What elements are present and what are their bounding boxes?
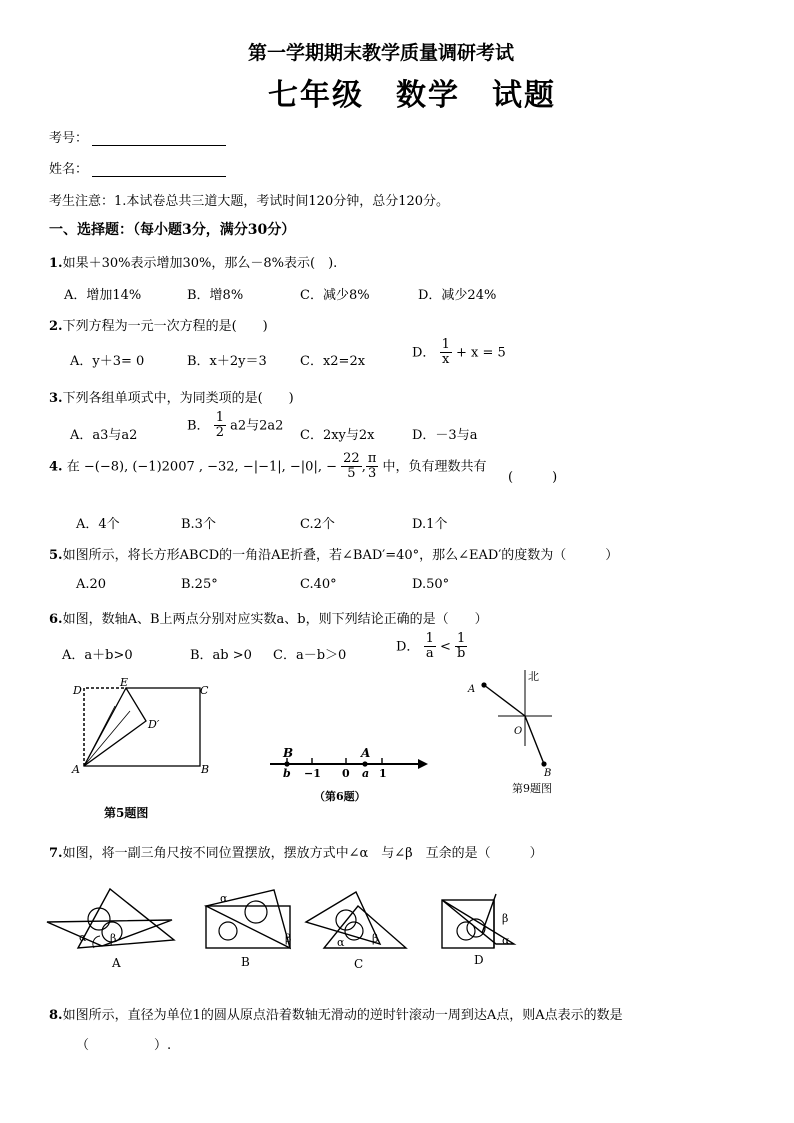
q2-option-b[interactable]: B．x＋2y＝3 — [187, 354, 267, 369]
question-5 — [49, 544, 618, 563]
beta-label: β — [372, 932, 379, 945]
q2-option-d[interactable] — [412, 338, 506, 368]
fraction — [455, 632, 467, 662]
less-than-sign: < — [440, 639, 451, 655]
fraction — [440, 338, 452, 368]
denominator: a — [425, 646, 434, 662]
denominator: 2 — [215, 425, 224, 441]
option-tail: a2与2a2 — [230, 418, 284, 434]
question-4: 4. 在 −(−8), (−1)2007 , −32, −|−1|, −|0|, − $\frac{22}{5}$ , $\frac{\pi}{3}$ 中，负有理数共有 — [49, 451, 487, 482]
q6-option-a[interactable]: A．a＋b>0 — [62, 648, 133, 663]
numerator: 1 — [441, 337, 450, 352]
label-o: O — [514, 726, 523, 737]
numerator: 1 — [457, 631, 466, 646]
alpha-label: α — [79, 931, 87, 944]
beta-label: β — [285, 932, 292, 945]
question-number: 4. — [49, 459, 63, 475]
question-6 — [49, 608, 488, 627]
question-8 — [49, 1004, 623, 1023]
figure-6 — [266, 744, 436, 806]
question-text: 如果＋30%表示增加30%，那么－8%表示( ). — [62, 256, 338, 271]
option-label: C — [354, 957, 364, 971]
label-a-lower: a — [362, 767, 370, 780]
q5-option-b[interactable]: B.25° — [181, 577, 218, 592]
alpha-label: α — [502, 934, 510, 947]
q1-option-c[interactable]: C．减少8% — [300, 288, 370, 303]
question-text: 下列各组单项式中，为同类项的是( ) — [62, 391, 294, 406]
label-zero: 0 — [342, 767, 350, 780]
option-label: B． — [187, 418, 210, 434]
fraction — [366, 452, 379, 482]
question-number: 6. — [49, 612, 63, 627]
figure-9 — [462, 664, 572, 798]
exam-notice: 考生注意：1.本试卷总共三道大题，考试时间120分钟，总分120分。 — [49, 194, 450, 209]
label-d-prime: D′ — [148, 718, 160, 731]
figure-7d — [436, 888, 536, 976]
answer-blank[interactable]: （ ）. — [76, 1038, 172, 1053]
option-label: B — [241, 955, 250, 969]
arrow-head — [418, 759, 428, 769]
numerator: 22 — [343, 451, 360, 466]
denominator: 5 — [347, 466, 356, 482]
question-3 — [49, 387, 294, 406]
q4-option-d[interactable]: D.1个 — [412, 517, 448, 532]
label-one: 1 — [379, 767, 387, 780]
numerator: π — [367, 451, 377, 466]
option-label: D． — [412, 345, 436, 361]
q3-option-a[interactable]: A．a3与a2 — [70, 428, 138, 443]
name-blank[interactable] — [92, 163, 226, 177]
question-number: 5. — [49, 548, 63, 563]
q6-option-d[interactable] — [396, 632, 467, 662]
question-pre: 在 — [66, 459, 80, 475]
point-a — [362, 761, 367, 766]
q1-option-a[interactable]: A．增加14% — [64, 288, 142, 303]
q5-option-c[interactable]: C.40° — [300, 577, 337, 592]
option-label: D — [474, 953, 484, 967]
exam-subtitle: 七年级 数学 试题 — [268, 78, 556, 113]
figure-caption: 第9题图 — [512, 782, 552, 795]
label-a: A — [468, 684, 476, 695]
alpha-label: α — [220, 892, 228, 905]
math-expression: −(−8), (−1)2007 , −32, −|−1|, −|0|, − — [83, 459, 337, 475]
figure-7a — [42, 886, 182, 972]
q3-option-d[interactable]: D．－3与a — [412, 428, 478, 443]
label-c: C — [200, 684, 209, 697]
fraction — [214, 411, 226, 441]
exam-no-row — [49, 127, 226, 146]
q6-option-c[interactable]: C．a－b＞0 — [273, 648, 347, 663]
question-text: 如图，将一副三角尺按不同位置摆放，摆放方式中∠α 与∠β 互余的是（ ） — [62, 846, 543, 861]
question-1 — [49, 252, 337, 271]
numerator: 1 — [215, 410, 224, 425]
point-b — [284, 761, 289, 766]
label-a: A — [72, 763, 80, 776]
q5-option-a[interactable]: A.20 — [76, 577, 107, 592]
ray-ob — [525, 716, 544, 764]
question-number: 1. — [49, 256, 63, 271]
question-text: 下列方程为一元一次方程的是( ) — [62, 319, 268, 334]
answer-paren[interactable]: ( ) — [508, 470, 558, 485]
label-neg-one: −1 — [304, 767, 321, 780]
fraction — [424, 632, 436, 662]
q5-option-d[interactable]: D.50° — [412, 577, 450, 592]
q6-option-b[interactable]: B．ab >0 — [190, 648, 252, 663]
question-2 — [49, 315, 268, 334]
question-number: 7. — [49, 846, 63, 861]
question-post: 中，负有理数共有 — [382, 459, 487, 475]
alpha-label: α — [337, 936, 345, 949]
q1-option-d[interactable]: D．减少24% — [418, 288, 497, 303]
denominator: b — [457, 646, 466, 662]
beta-label: β — [502, 912, 509, 925]
figure-caption: 第5题图 — [104, 806, 149, 820]
label-b: B — [283, 746, 294, 760]
figure-caption: （第6题） — [314, 790, 366, 803]
question-text: 如图所示，将长方形ABCD的一角沿AE折叠，若∠BAD′=40°，那么∠EAD′的度数为（ ） — [62, 548, 619, 563]
figure-5 — [60, 676, 220, 826]
exam-no-label: 考号： — [49, 131, 89, 146]
label-a: A — [361, 746, 371, 760]
q4-option-a[interactable]: A．4个 — [76, 517, 120, 532]
q2-option-c[interactable]: C．x2=2x — [300, 354, 366, 369]
option-tail: + x = 5 — [456, 345, 506, 361]
numerator: 1 — [425, 631, 434, 646]
question-7 — [49, 842, 543, 861]
label-north: 北 — [528, 670, 539, 683]
option-label: D． — [396, 639, 420, 655]
rectangle-abcd — [84, 688, 200, 766]
exam-title: 第一学期期末教学质量调研考试 — [248, 42, 515, 64]
q3-option-b[interactable] — [187, 411, 283, 441]
q2-option-a[interactable]: A．y＋3= 0 — [70, 354, 145, 369]
ray-oa — [484, 685, 525, 716]
q4-option-b[interactable]: B.3个 — [181, 517, 216, 532]
fraction — [341, 452, 362, 482]
q1-option-b[interactable]: B．增8% — [187, 288, 244, 303]
beta-label: β — [110, 932, 117, 945]
question-number: 8. — [49, 1008, 63, 1023]
label-b: B — [544, 768, 552, 779]
section-heading: 一、选择题：（每小题3分，满分30分） — [49, 222, 296, 238]
denominator: 3 — [367, 466, 377, 482]
question-number: 3. — [49, 391, 63, 406]
q4-option-c[interactable]: C.2个 — [300, 517, 335, 532]
figure-7b — [198, 884, 308, 972]
exam-no-blank[interactable] — [92, 132, 226, 146]
figure-7c — [300, 884, 418, 974]
option-label: A — [112, 956, 121, 970]
name-label: 姓名： — [49, 162, 89, 177]
question-text: 如图，数轴A、B上两点分别对应实数a、b，则下列结论正确的是（ ） — [62, 612, 488, 627]
question-number: 2. — [49, 319, 63, 334]
label-d: D — [73, 684, 82, 697]
label-e: E — [120, 676, 129, 689]
q3-option-c[interactable]: C．2xy与2x — [300, 428, 375, 443]
label-b-lower: b — [283, 767, 291, 780]
denominator: x — [442, 352, 450, 368]
label-b: B — [201, 763, 210, 776]
question-text: 如图所示，直径为单位1的圆从原点沿着数轴无滑动的逆时针滚动一周到达A点，则A点表示的数是 — [62, 1008, 623, 1023]
name-row — [49, 158, 226, 177]
